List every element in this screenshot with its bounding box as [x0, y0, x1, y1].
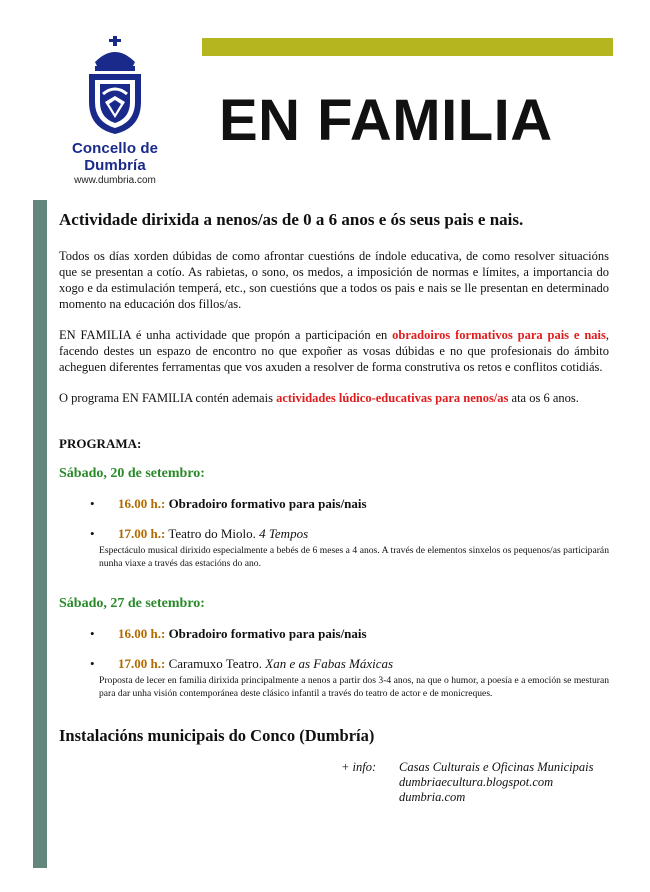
event-item	[59, 496, 609, 512]
event-title: Caramuxo Teatro.	[165, 656, 266, 671]
event-item	[59, 526, 609, 570]
bullet-icon: •	[90, 496, 95, 511]
intro-paragraph-2	[59, 327, 609, 375]
event-list	[59, 626, 609, 700]
event-time: 16.00 h.:	[118, 496, 166, 511]
activity-subtitle: Actividade dirixida a nenos/as de 0 a 6 anos e ós seus pais e nais.	[59, 210, 524, 229]
event-title: Obradoiro formativo para pais/nais	[165, 626, 367, 641]
venue-heading: Instalacións municipais do Conco (Dumbría)	[59, 726, 375, 745]
event-item	[59, 656, 609, 700]
logo-website: www.dumbria.com	[74, 175, 156, 186]
intro-paragraph-3	[59, 390, 609, 406]
event-time: 17.00 h.:	[118, 526, 166, 541]
event-show: Xan e as Fabas Máxicas	[265, 656, 394, 671]
intro-paragraph-1: Todos os días xorden dúbidas de como afrontar cuestións de índole educativa, de como resolver situacións que se presentan a cotío. As rabietas, o sono, os medos, a imposición de normas e límites, a importancia do xogo e da estimulación temperá, etc., son cuestións que a todos os pais e nais se lle presentan en determinado momento na educación dos fillos/as.	[59, 249, 609, 311]
header-accent-bar	[202, 38, 613, 56]
program-date: Sábado, 27 de setembro:	[59, 596, 205, 611]
event-show: 4 Tempos	[259, 526, 309, 541]
program-heading: PROGRAMA:	[59, 436, 142, 451]
coat-of-arms-icon	[75, 36, 155, 136]
side-accent-bar	[33, 200, 47, 868]
bullet-icon: •	[90, 526, 95, 541]
info-line: dumbria.com	[399, 790, 466, 804]
event-time: 17.00 h.:	[118, 656, 166, 671]
highlight-activities: actividades lúdico-educativas para nenos/as	[276, 391, 509, 405]
event-description: Proposta de lecer en familia dirixida principalmente a nenos a partir dos 3-4 anos, na que o humor, a poesía e a emoción se mesturan para dar unha visión contemporánea deste clásico infantil a través do teatro de actor e de monicreques.	[99, 675, 609, 699]
info-lines	[399, 760, 593, 805]
event-item	[59, 626, 609, 642]
text-segment: ata os 6 anos.	[508, 391, 579, 405]
event-time: 16.00 h.:	[118, 626, 166, 641]
text-segment: , facendo destes un espazo de encontro no que expoñer as vosas dúbidas e no que profesionais do ámbito acheguen diferentes ferramentas que vos axuden a resolver de forma construtiva os retos e conflitos cotidiás.	[59, 328, 609, 374]
text-segment: O programa EN FAMILIA contén ademais	[59, 391, 277, 405]
info-label: + info:	[341, 760, 377, 774]
program-date: Sábado, 20 de setembro:	[59, 466, 205, 481]
main-content	[59, 210, 609, 810]
event-title: Teatro do Miolo.	[165, 526, 260, 541]
concello-logo	[40, 36, 190, 186]
more-info	[59, 760, 609, 810]
logo-name: Concello de Dumbría	[71, 140, 159, 174]
event-description: Espectáculo musical dirixido especialmente a bebés de 6 meses a 4 anos. A través de elementos sinxelos os pequenos/as participarán nunha viaxe a través das estacións do ano.	[99, 545, 609, 569]
event-title: Obradoiro formativo para pais/nais	[165, 496, 367, 511]
bullet-icon: •	[90, 656, 95, 671]
page-title: EN FAMILIA	[219, 88, 553, 153]
highlight-workshops: obradoiros formativos para pais e nais	[392, 328, 606, 342]
text-segment: EN FAMILIA é unha actividade que propón a participación en	[59, 328, 393, 342]
info-line: Casas Culturais e Oficinas Municipais	[399, 760, 594, 774]
bullet-icon: •	[90, 626, 95, 641]
info-line: dumbriaecultura.blogspot.com	[399, 775, 554, 789]
event-list	[59, 496, 609, 570]
